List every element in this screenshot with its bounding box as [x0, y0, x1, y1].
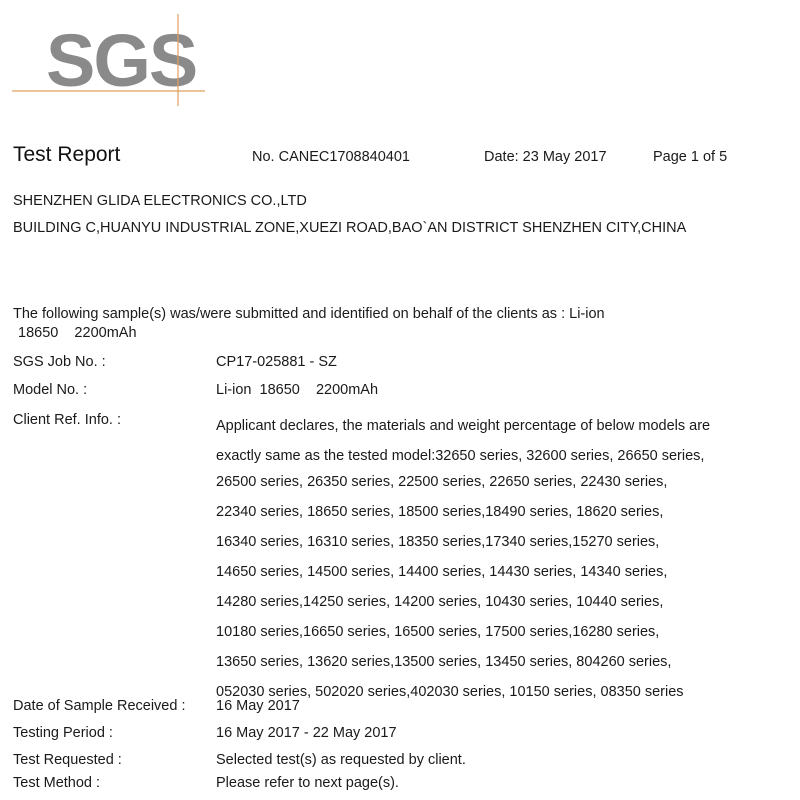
report-title: Test Report	[13, 143, 121, 166]
sgs-logo	[12, 14, 212, 106]
client-ref-line: 10180 series,16650 series, 16500 series, 17500 series,16280 series,	[216, 624, 660, 640]
client-ref-line: 16340 series, 16310 series, 18350 series,17340 series,15270 series,	[216, 534, 660, 550]
intro-line-1: The following sample(s) was/were submitted and identified on behalf of the clients as : Li-ion	[13, 306, 605, 322]
client-ref-line: 13650 series, 13620 series,13500 series, 13450 series, 804260 series,	[216, 654, 672, 670]
sgs-logo-graphic	[12, 14, 212, 106]
client-ref-line: exactly same as the tested model:32650 series, 32600 series, 26650 series,	[216, 448, 705, 464]
date-received-value: 16 May 2017	[216, 698, 300, 714]
client-ref-line: 14650 series, 14500 series, 14400 series, 14430 series, 14340 series,	[216, 564, 668, 580]
model-no-value: Li-ion 18650 2200mAh	[216, 382, 379, 398]
client-ref-line: 052030 series, 502020 series,402030 series, 10150 series, 08350 series	[216, 684, 684, 700]
test-requested-value: Selected test(s) as requested by client.	[216, 752, 466, 768]
job-no-label: SGS Job No. :	[13, 354, 106, 370]
client-ref-value	[216, 411, 756, 707]
report-date: Date: 23 May 2017	[484, 149, 607, 165]
intro-paragraph	[13, 305, 653, 343]
test-method-value: Please refer to next page(s).	[216, 775, 399, 791]
job-no-value: CP17-025881 - SZ	[216, 354, 337, 370]
report-number: No. CANEC1708840401	[252, 149, 410, 165]
sgs-logo-text: SGS	[46, 19, 197, 102]
model-no-label: Model No. :	[13, 382, 88, 398]
intro-line-2: 18650 2200mAh	[18, 325, 137, 341]
date-received-label: Date of Sample Received :	[13, 698, 186, 714]
client-ref-line: 22340 series, 18650 series, 18500 series,18490 series, 18620 series,	[216, 504, 664, 520]
client-ref-line: Applicant declares, the materials and weight percentage of below models are	[216, 418, 711, 434]
test-requested-label: Test Requested :	[13, 752, 122, 768]
testing-period-value: 16 May 2017 - 22 May 2017	[216, 725, 397, 741]
client-ref-line: 26500 series, 26350 series, 22500 series, 22650 series, 22430 series,	[216, 474, 668, 490]
page-indicator: Page 1 of 5	[653, 149, 728, 165]
client-ref-line: 14280 series,14250 series, 14200 series, 10430 series, 10440 series,	[216, 594, 664, 610]
testing-period-label: Testing Period :	[13, 725, 113, 741]
client-address: BUILDING C,HUANYU INDUSTRIAL ZONE,XUEZI ROAD,BAO`AN DISTRICT SHENZHEN CITY,CHINA	[13, 220, 687, 236]
client-name: SHENZHEN GLIDA ELECTRONICS CO.,LTD	[13, 193, 307, 209]
test-method-label: Test Method :	[13, 775, 101, 791]
client-ref-label: Client Ref. Info. :	[13, 412, 121, 428]
